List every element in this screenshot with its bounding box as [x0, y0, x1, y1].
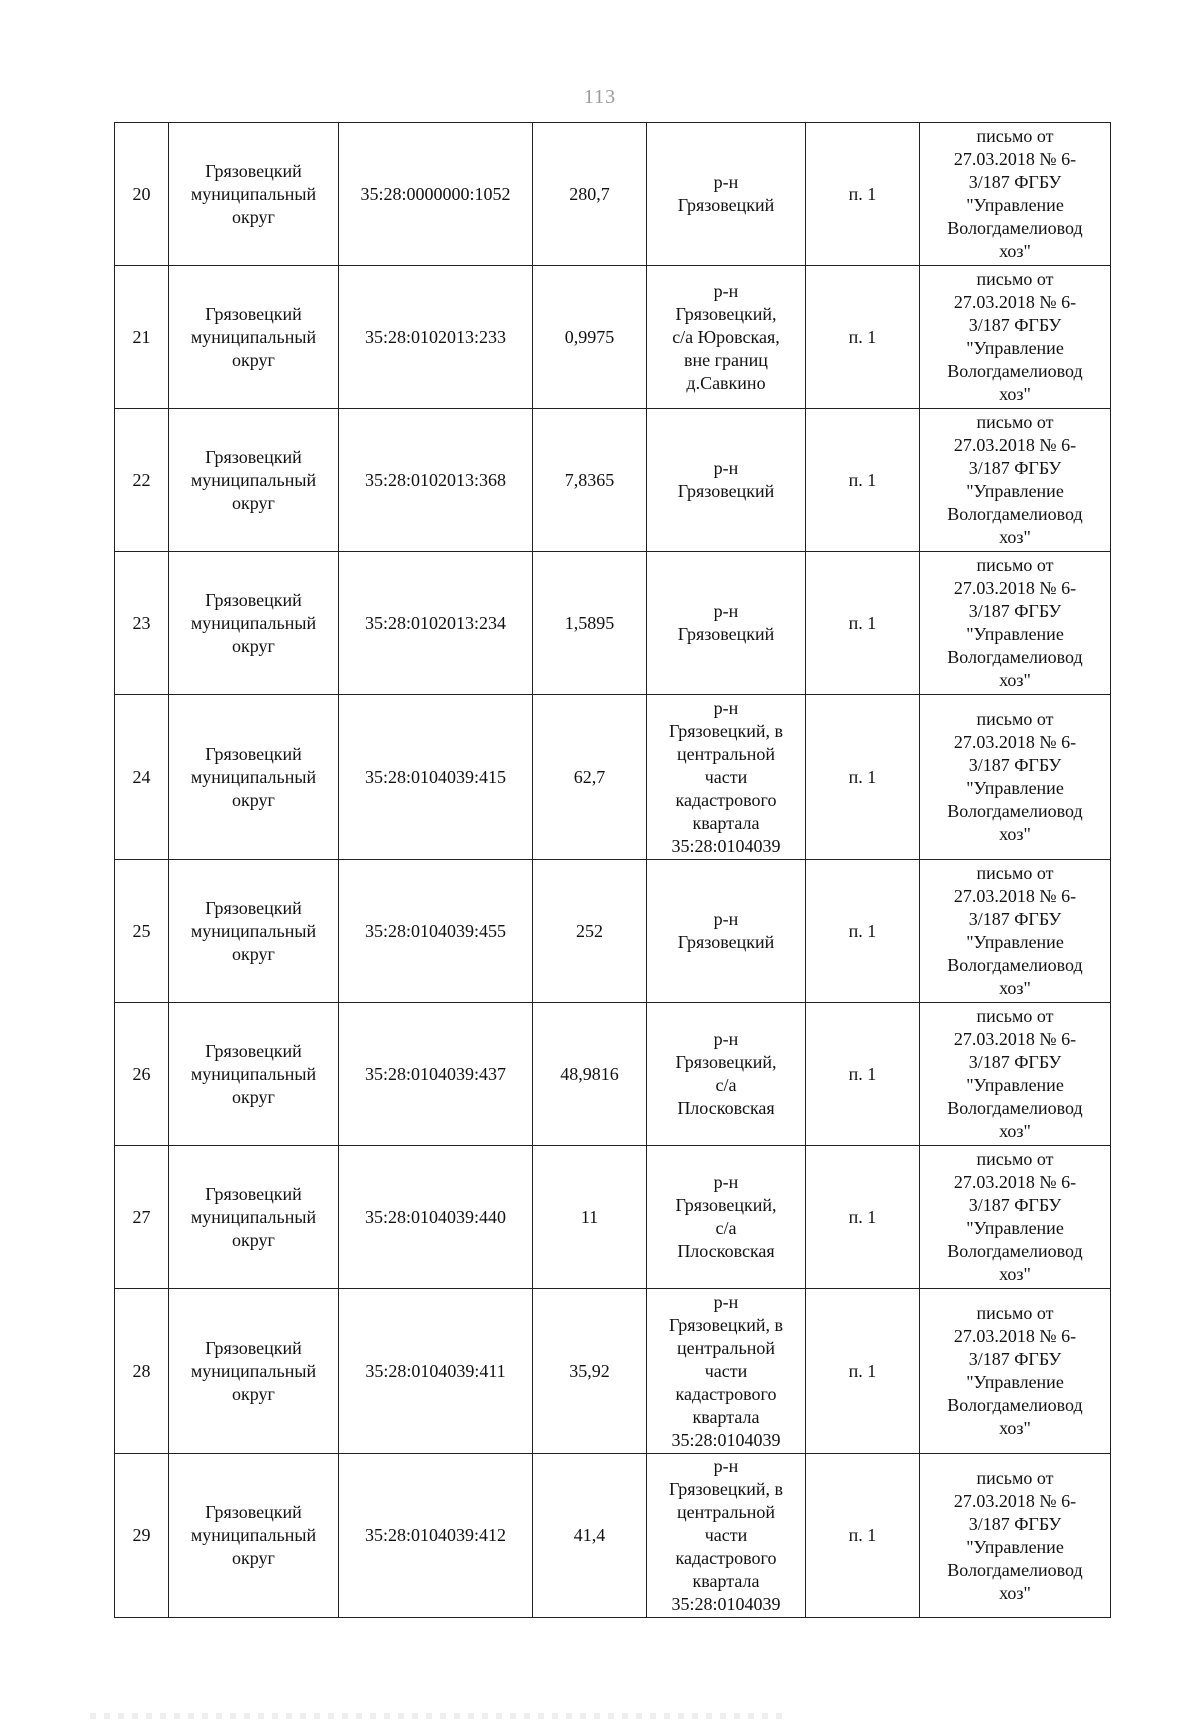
- row-number: 28: [115, 1289, 169, 1454]
- location-cell: р-н Грязовецкий: [647, 860, 806, 1003]
- cadastral-number-cell: 35:28:0104039:437: [339, 1003, 533, 1146]
- district-cell: Грязовецкий муниципальный округ: [169, 1003, 339, 1146]
- area-cell: 252: [533, 860, 647, 1003]
- table-row: [115, 1289, 1111, 1454]
- cadastral-number-cell: 35:28:0104039:411: [339, 1289, 533, 1454]
- row-number: 29: [115, 1454, 169, 1618]
- table-row: [115, 1003, 1111, 1146]
- basis-cell: письмо от 27.03.2018 № 6- 3/187 ФГБУ "Управление Вологдамелиовод хоз": [920, 1146, 1111, 1289]
- row-number: 22: [115, 409, 169, 552]
- cadastral-number-cell: 35:28:0104039:415: [339, 695, 533, 860]
- area-cell: 48,9816: [533, 1003, 647, 1146]
- district-cell: Грязовецкий муниципальный округ: [169, 552, 339, 695]
- basis-cell: письмо от 27.03.2018 № 6- 3/187 ФГБУ "Управление Вологдамелиовод хоз": [920, 860, 1111, 1003]
- district-cell: Грязовецкий муниципальный округ: [169, 695, 339, 860]
- point-cell: п. 1: [806, 1003, 920, 1146]
- point-cell: п. 1: [806, 552, 920, 695]
- cadastral-number-cell: 35:28:0104039:455: [339, 860, 533, 1003]
- cadastral-number-cell: 35:28:0102013:234: [339, 552, 533, 695]
- area-cell: 280,7: [533, 123, 647, 266]
- point-cell: п. 1: [806, 409, 920, 552]
- table-row: [115, 1146, 1111, 1289]
- table-row: [115, 409, 1111, 552]
- district-cell: Грязовецкий муниципальный округ: [169, 1289, 339, 1454]
- cadastral-number-cell: 35:28:0000000:1052: [339, 123, 533, 266]
- district-cell: Грязовецкий муниципальный округ: [169, 266, 339, 409]
- basis-cell: письмо от 27.03.2018 № 6- 3/187 ФГБУ "Управление Вологдамелиовод хоз": [920, 409, 1111, 552]
- cadastral-number-cell: 35:28:0102013:233: [339, 266, 533, 409]
- area-cell: 41,4: [533, 1454, 647, 1618]
- row-number: 25: [115, 860, 169, 1003]
- table-row: [115, 552, 1111, 695]
- table-row: [115, 266, 1111, 409]
- basis-cell: письмо от 27.03.2018 № 6- 3/187 ФГБУ "Управление Вологдамелиовод хоз": [920, 552, 1111, 695]
- location-cell: р-н Грязовецкий: [647, 552, 806, 695]
- row-number: 20: [115, 123, 169, 266]
- location-cell: р-н Грязовецкий: [647, 409, 806, 552]
- area-cell: 1,5895: [533, 552, 647, 695]
- location-cell: р-н Грязовецкий: [647, 123, 806, 266]
- point-cell: п. 1: [806, 860, 920, 1003]
- area-cell: 11: [533, 1146, 647, 1289]
- location-cell: р-н Грязовецкий, в центральной части кадастрового квартала 35:28:0104039: [647, 1289, 806, 1454]
- basis-cell: письмо от 27.03.2018 № 6- 3/187 ФГБУ "Управление Вологдамелиовод хоз": [920, 695, 1111, 860]
- location-cell: р-н Грязовецкий, с/а Юровская, вне границ д.Савкино: [647, 266, 806, 409]
- basis-cell: письмо от 27.03.2018 № 6- 3/187 ФГБУ "Управление Вологдамелиовод хоз": [920, 1003, 1111, 1146]
- area-cell: 7,8365: [533, 409, 647, 552]
- table-row: [115, 860, 1111, 1003]
- location-cell: р-н Грязовецкий, с/а Плосковская: [647, 1003, 806, 1146]
- point-cell: п. 1: [806, 1454, 920, 1618]
- location-cell: р-н Грязовецкий, в центральной части кадастрового квартала 35:28:0104039: [647, 695, 806, 860]
- row-number: 23: [115, 552, 169, 695]
- row-number: 26: [115, 1003, 169, 1146]
- cadastral-number-cell: 35:28:0104039:440: [339, 1146, 533, 1289]
- row-number: 27: [115, 1146, 169, 1289]
- district-cell: Грязовецкий муниципальный округ: [169, 123, 339, 266]
- location-cell: р-н Грязовецкий, с/а Плосковская: [647, 1146, 806, 1289]
- row-number: 24: [115, 695, 169, 860]
- table-row: [115, 695, 1111, 860]
- area-cell: 35,92: [533, 1289, 647, 1454]
- point-cell: п. 1: [806, 266, 920, 409]
- cadastral-number-cell: 35:28:0104039:412: [339, 1454, 533, 1618]
- basis-cell: письмо от 27.03.2018 № 6- 3/187 ФГБУ "Управление Вологдамелиовод хоз": [920, 1289, 1111, 1454]
- basis-cell: письмо от 27.03.2018 № 6- 3/187 ФГБУ "Управление Вологдамелиовод хоз": [920, 123, 1111, 266]
- point-cell: п. 1: [806, 123, 920, 266]
- scan-artifact: [90, 1713, 790, 1719]
- area-cell: 0,9975: [533, 266, 647, 409]
- point-cell: п. 1: [806, 695, 920, 860]
- row-number: 21: [115, 266, 169, 409]
- point-cell: п. 1: [806, 1289, 920, 1454]
- cadastral-number-cell: 35:28:0102013:368: [339, 409, 533, 552]
- page-number: 113: [583, 86, 617, 108]
- area-cell: 62,7: [533, 695, 647, 860]
- point-cell: п. 1: [806, 1146, 920, 1289]
- district-cell: Грязовецкий муниципальный округ: [169, 1454, 339, 1618]
- basis-cell: письмо от 27.03.2018 № 6- 3/187 ФГБУ "Управление Вологдамелиовод хоз": [920, 266, 1111, 409]
- basis-cell: письмо от 27.03.2018 № 6- 3/187 ФГБУ "Управление Вологдамелиовод хоз": [920, 1454, 1111, 1618]
- district-cell: Грязовецкий муниципальный округ: [169, 860, 339, 1003]
- district-cell: Грязовецкий муниципальный округ: [169, 1146, 339, 1289]
- district-cell: Грязовецкий муниципальный округ: [169, 409, 339, 552]
- location-cell: р-н Грязовецкий, в центральной части кадастрового квартала 35:28:0104039: [647, 1454, 806, 1618]
- land-plots-table: [114, 122, 1111, 1618]
- table-row: [115, 1454, 1111, 1618]
- table-row: [115, 123, 1111, 266]
